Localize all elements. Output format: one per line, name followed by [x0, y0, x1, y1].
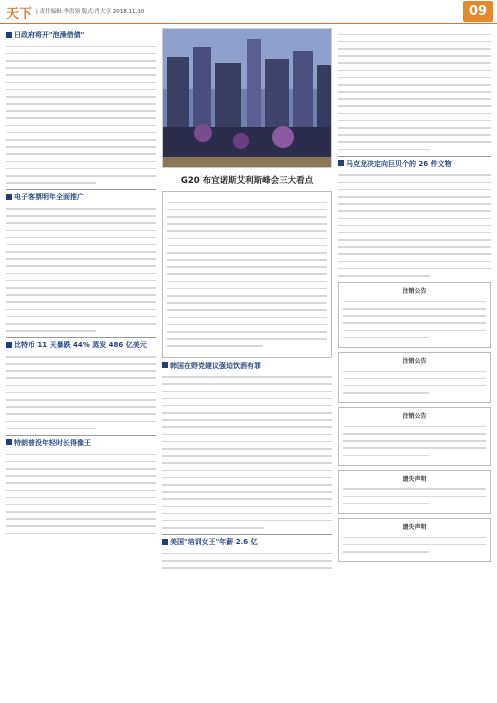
notice-title: 注销公告: [402, 413, 427, 421]
divider: [6, 337, 156, 338]
divider: [162, 534, 332, 535]
editor-info: | 责任编辑:李洪领 版式:肖大亨 2018.11.30: [36, 9, 145, 15]
article-heading[interactable]: [6, 193, 156, 202]
notice-body-lines: [343, 371, 486, 394]
bullet-square-icon: [6, 342, 12, 348]
article-heading[interactable]: [338, 160, 491, 169]
city-night-photo: [163, 29, 332, 168]
bullet-square-icon: [6, 32, 12, 38]
feature-title[interactable]: G20 布宜诺斯艾利斯峰会三大看点: [180, 176, 314, 186]
masthead: [0, 0, 497, 24]
article-body-lines: [162, 376, 332, 529]
heading-text: 韩国在野党建议强迫饮酒有罪: [170, 361, 261, 370]
article-body-lines: [338, 34, 491, 151]
notice-title: 注销公告: [402, 288, 427, 296]
article-heading[interactable]: [6, 439, 156, 448]
middle-column: [162, 28, 332, 697]
bullet-square-icon: [162, 362, 168, 368]
notice-box: [338, 407, 491, 466]
bullet-square-icon: [338, 160, 344, 166]
heading-text: 特朗普没年轻时长得像王: [14, 438, 91, 447]
article-body-lines: [6, 454, 156, 535]
feature-article: [162, 191, 332, 358]
notice-body-lines: [343, 537, 486, 553]
heading-text: 比特币 11 天暴跌 44% 蒸发 486 亿美元: [14, 341, 147, 350]
article-body-lines: [6, 356, 156, 429]
article-body-lines: [6, 208, 156, 332]
notice-body-lines: [343, 301, 486, 339]
article-heading[interactable]: [162, 362, 332, 371]
article-heading[interactable]: [162, 538, 332, 547]
heading-text: 马克龙决定向巨贝个的 26 件文物: [346, 159, 452, 168]
notice-title: 遗失声明: [402, 475, 427, 483]
section-name: 天下: [6, 7, 33, 22]
article-body-lines: [338, 174, 491, 276]
notice-box: [338, 282, 491, 348]
page-number: 09: [463, 1, 493, 22]
article-heading[interactable]: [6, 31, 156, 40]
summit-city-photo: [162, 28, 332, 168]
heading-text: 日政府将开"泡澡借债": [14, 31, 85, 39]
notice-box: [338, 518, 491, 562]
left-column: [6, 28, 156, 697]
article-heading[interactable]: [6, 341, 156, 350]
notice-body-lines: [343, 426, 486, 456]
divider: [338, 156, 491, 157]
notice-box: [338, 470, 491, 514]
notice-title: 注销公告: [402, 357, 427, 365]
bullet-square-icon: [162, 539, 168, 545]
divider: [6, 435, 156, 436]
notice-title: 遗失声明: [402, 523, 427, 531]
notice-body-lines: [343, 488, 486, 504]
bullet-square-icon: [6, 194, 12, 200]
heading-text: 美国"培训女王"年薪 2.6 亿: [170, 538, 258, 547]
article-body-lines: [162, 553, 332, 569]
bullet-square-icon: [6, 439, 12, 445]
article-body-lines: [167, 202, 327, 347]
right-column: [338, 28, 491, 697]
divider: [6, 189, 156, 190]
heading-text: 电子客票明年全面推广: [14, 193, 84, 202]
article-body-lines: [6, 46, 156, 184]
notice-box: [338, 352, 491, 403]
